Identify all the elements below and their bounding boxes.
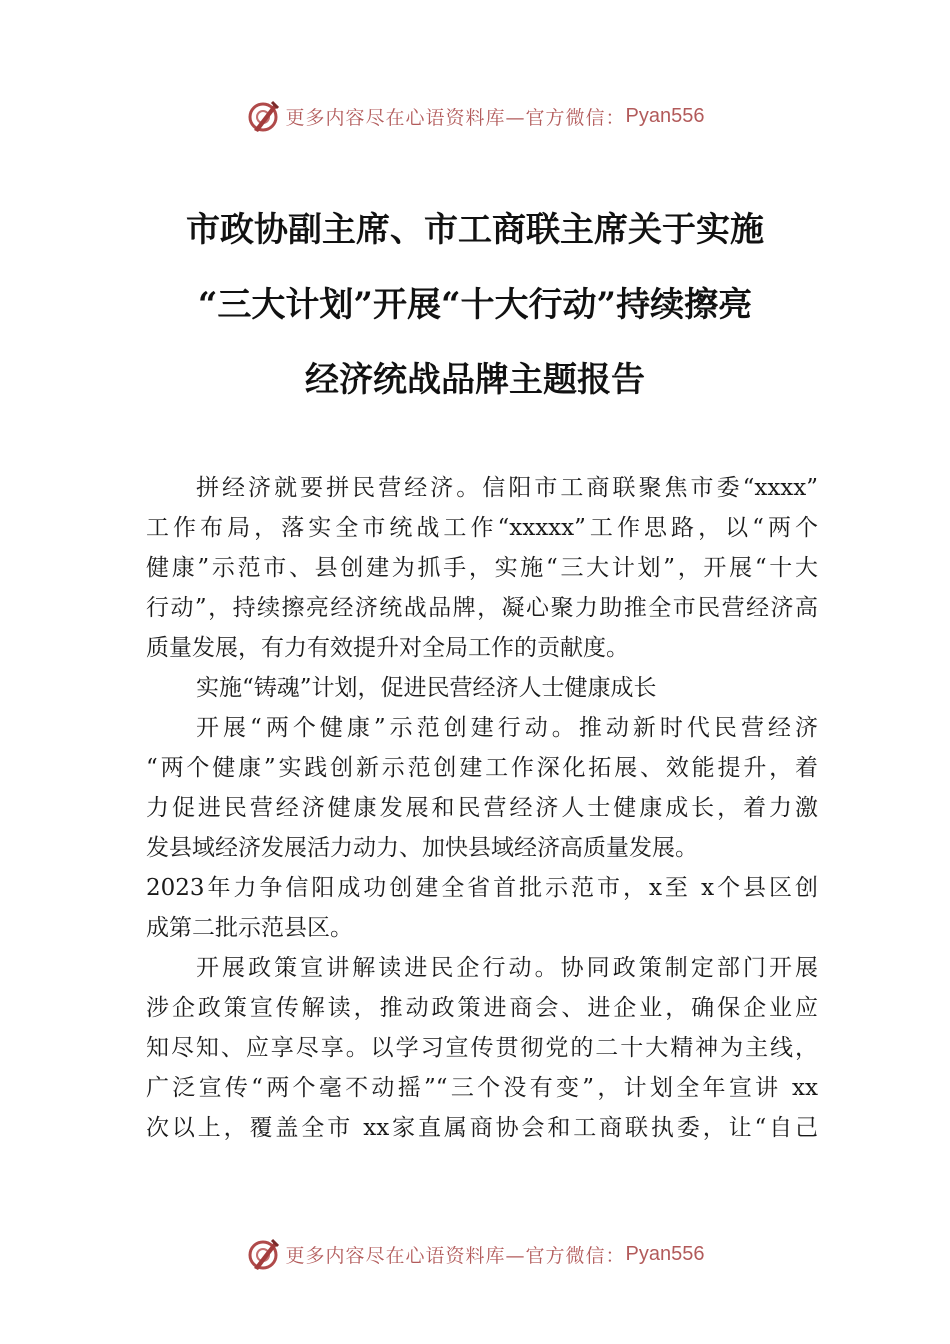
banner-wechat-id: Pyan556 bbox=[625, 1242, 705, 1265]
body-line: 工作布局，落实全市统战工作“xxxxx”工作思路，以“两个 bbox=[146, 515, 818, 541]
body-line: 拼经济就要拼民营经济。信阳市工商联聚焦市委“xxxx” bbox=[196, 475, 818, 501]
document-body bbox=[146, 468, 818, 1148]
footer-banner bbox=[0, 1232, 950, 1276]
body-line: 广泛宣传“两个毫不动摇”“三个没有变”，计划全年宣讲 xx bbox=[146, 1075, 818, 1101]
pen-logo-icon bbox=[246, 98, 282, 134]
body-line: 涉企政策宣传解读，推动政策进商会、进企业，确保企业应 bbox=[146, 995, 818, 1021]
body-line: 2023年力争信阳成功创建全省首批示范市，x至 x个县区创 bbox=[146, 875, 818, 901]
banner-text: 更多内容尽在心语资料库—官方微信： bbox=[285, 1244, 626, 1267]
title-line: 市政协副主席、市工商联主席关于实施 bbox=[186, 210, 764, 250]
body-line: 开展“两个健康”示范创建行动。推动新时代民营经济 bbox=[196, 715, 818, 741]
body-line: 成第二批示范县区。 bbox=[146, 915, 353, 941]
body-line: “两个健康”实践创新示范创建工作深化拓展、效能提升，着 bbox=[146, 755, 818, 781]
body-line: 开展政策宣讲解读进民企行动。协同政策制定部门开展 bbox=[196, 955, 818, 981]
title-line: “三大计划”开展“十大行动”持续擦亮 bbox=[197, 285, 753, 325]
body-line: 质量发展，有力有效提升对全局工作的贡献度。 bbox=[146, 635, 629, 661]
body-line: 次以上，覆盖全市 xx家直属商协会和工商联执委，让“自己 bbox=[146, 1115, 818, 1141]
body-line: 行动”，持续擦亮经济统战品牌，凝心聚力助推全市民营经济高 bbox=[146, 595, 818, 621]
body-line: 力促进民营经济健康发展和民营经济人士健康成长，着力激 bbox=[146, 795, 818, 821]
pen-logo-icon bbox=[246, 1236, 282, 1272]
body-line: 发县域经济发展活力动力、加快县域经济高质量发展。 bbox=[146, 835, 698, 861]
document-title bbox=[150, 196, 800, 421]
banner-text: 更多内容尽在心语资料库—官方微信： bbox=[285, 106, 626, 129]
title-line: 经济统战品牌主题报告 bbox=[305, 360, 645, 400]
header-banner bbox=[0, 94, 950, 138]
body-line: 知尽知、应享尽享。以学习宣传贯彻党的二十大精神为主线， bbox=[146, 1035, 818, 1061]
banner-wechat-id: Pyan556 bbox=[625, 104, 705, 127]
section-heading: 实施“铸魂”计划，促进民营经济人士健康成长 bbox=[196, 675, 657, 701]
body-line: 健康”示范市、县创建为抓手，实施“三大计划”，开展“十大 bbox=[146, 555, 818, 581]
